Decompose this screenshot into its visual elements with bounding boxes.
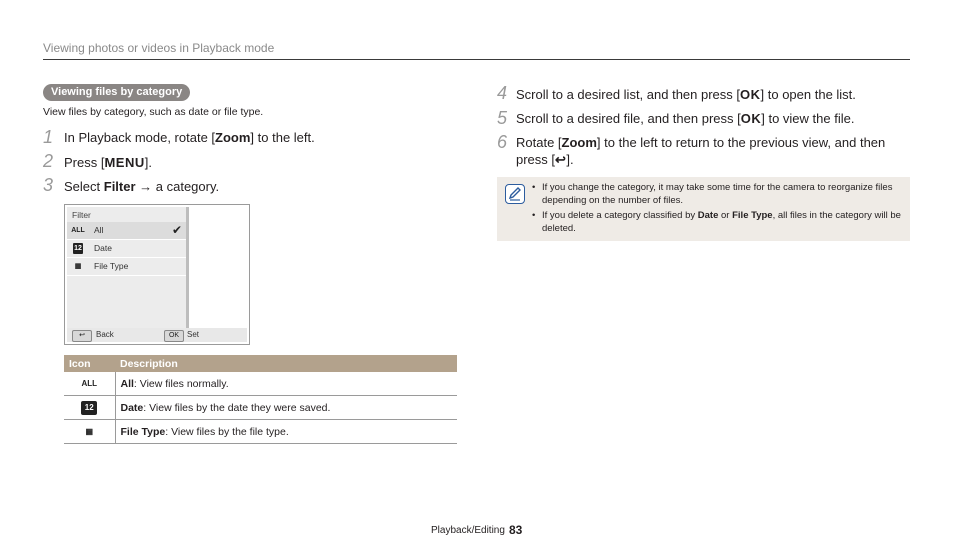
table-description-cell [115, 420, 457, 444]
step-text [516, 134, 906, 168]
note-text-bold: Date [697, 210, 719, 221]
filter-item-label: File Type [94, 261, 129, 271]
step-text-pre: Scroll to a desired file, and then press [ [516, 111, 741, 126]
step-text-bold: Filter [103, 179, 136, 194]
header-divider [43, 59, 910, 60]
file-type-icon: ▦ [85, 426, 94, 436]
ok-key-symbol: OK [740, 111, 762, 126]
table-term: Date [120, 401, 144, 414]
step-number: 3 [43, 175, 54, 195]
table-description-cell [115, 396, 457, 420]
step-number: 4 [497, 83, 508, 103]
section-description: View files by category, such as date or file type. [43, 106, 264, 118]
table-icon-cell [64, 396, 115, 420]
step-text [64, 178, 219, 195]
step-text-pre: Rotate [ [516, 135, 562, 150]
step-text-post: ] to open the list. [760, 87, 856, 102]
ok-button-icon: OK [164, 330, 184, 342]
step-text-pre: Select [64, 179, 104, 194]
calendar-icon: 12 [74, 245, 82, 252]
note-item: • If you change the category, it may take some time for the camera to reorganize files depending on the number of files. [532, 181, 902, 207]
step-text [516, 86, 856, 103]
table-description: : View files by the file type. [165, 425, 289, 438]
table-header-icon: Icon [64, 355, 115, 372]
step-text-pre: Scroll to a desired list, and then press [ [516, 87, 741, 102]
filter-menu [67, 207, 189, 329]
step-text-pre: In Playback mode, rotate [ [64, 130, 216, 145]
page-number: 83 [509, 523, 523, 537]
ok-key-symbol: OK [740, 87, 761, 102]
set-label: Set [187, 330, 200, 339]
step-text-bold: Zoom [215, 130, 251, 145]
step-number: 5 [497, 108, 508, 128]
note-box [497, 177, 910, 241]
table-icon-cell [64, 420, 115, 444]
file-type-icon: ▦ [74, 263, 82, 270]
section-title: Viewing files by category [43, 84, 190, 101]
table-header-row [64, 355, 457, 372]
table-row [64, 420, 457, 444]
filter-item-all [67, 222, 186, 240]
step-text-post: → a category. [135, 179, 220, 194]
step-text-post: ] to view the file. [761, 111, 855, 126]
checkmark-icon: ✔ [171, 223, 182, 237]
step-text-post: ]. [144, 155, 152, 170]
all-files-icon: ALL [71, 227, 85, 234]
step-number: 1 [43, 127, 54, 147]
step-number: 2 [43, 151, 54, 171]
step-text [64, 154, 152, 171]
table-term: File Type [120, 425, 166, 438]
camera-footer-bar [67, 328, 247, 342]
note-text-bold: File Type [732, 210, 773, 221]
calendar-icon: 12 [81, 401, 97, 415]
step-number: 6 [497, 132, 508, 152]
table-row [64, 396, 457, 420]
page-header-title: Viewing photos or videos in Playback mode [43, 41, 275, 55]
step-text-post: ] to the left to return to the previous view, and then press [ [516, 135, 886, 167]
note-pencil-icon [505, 184, 525, 204]
filter-item-date [67, 240, 186, 258]
step-text-bold: Zoom [561, 135, 597, 150]
menu-key-symbol: MENU [104, 155, 145, 170]
step-text [516, 110, 854, 127]
step-text-pre: Press [ [64, 155, 105, 170]
table-icon-cell [64, 372, 115, 396]
filter-item-file-type [67, 258, 186, 276]
filter-item-label: All [94, 225, 104, 235]
note-item [532, 209, 902, 235]
table-description: : View files by the date they were saved. [143, 401, 331, 414]
note-text-pre: If you delete a category classified by [542, 210, 698, 221]
filter-menu-title: Filter [72, 210, 91, 220]
back-label: Back [96, 330, 114, 339]
step-text-post: ] to the left. [250, 130, 315, 145]
step-text [64, 129, 315, 146]
step-text-post: ]. [566, 152, 574, 167]
footer-section-label: Playback/Editing [431, 525, 505, 536]
table-description: : View files normally. [133, 377, 229, 390]
note-text-post: , all files in the category will be deleted. [542, 210, 901, 234]
back-key-symbol: ↩ [555, 152, 567, 167]
camera-screen-illustration [64, 204, 250, 345]
back-icon: ↩ [72, 330, 92, 342]
table-row [64, 372, 457, 396]
filter-item-label: Date [94, 243, 112, 253]
table-description-cell [115, 372, 457, 396]
note-list [532, 181, 902, 237]
all-files-icon: ALL [81, 378, 98, 388]
note-text-mid: or [718, 210, 733, 221]
table-header-description: Description [115, 355, 457, 372]
filter-icon-table [64, 355, 457, 444]
table-term: All [120, 377, 134, 390]
